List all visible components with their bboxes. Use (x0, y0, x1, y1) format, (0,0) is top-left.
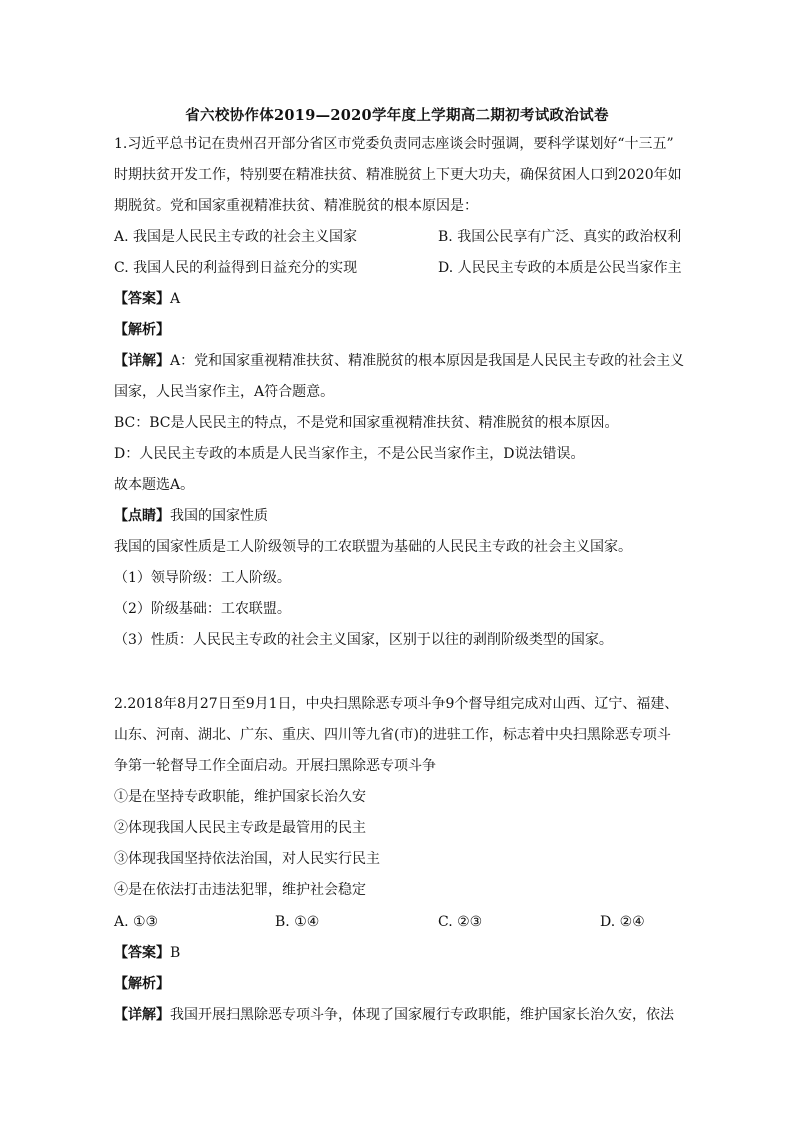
q1-detail-line: 故本题选A。 (114, 477, 195, 493)
q1-option-b: B. 我国公民享有广泛、真实的政治权利 (438, 229, 682, 245)
q2-item: ④是在依法打击违法犯罪，维护社会稳定 (114, 882, 366, 898)
answer-tag: 【答案】 (114, 945, 170, 961)
q1-answer (114, 289, 694, 309)
q1-tip-line: （2）阶级基础：工农联盟。 (114, 601, 291, 617)
q1-detail-line: BC：BC是人民民主的特点，不是党和国家重视精准扶贫、精准脱贫的根本原因。 (114, 415, 619, 431)
q2-item: ③体现我国坚持依法治国，对人民实行民主 (114, 851, 380, 867)
answer-tag: 【答案】 (114, 291, 170, 307)
q2-stem-line: 争第一轮督导工作全面启动。开展扫黑除恶专项斗争 (114, 758, 436, 774)
detail-tag: 【详解】 (114, 1007, 170, 1023)
tip-title: 我国的国家性质 (170, 508, 268, 524)
q1-detail-line (114, 351, 694, 371)
answer-value: B (170, 945, 181, 961)
q1-option-d: D. 人民民主专政的本质是公民当家作主 (438, 260, 682, 276)
q1-tip (114, 506, 694, 526)
q1-stem-line: 期脱贫。党和国家重视精准扶贫、精准脱贫的根本原因是： (114, 198, 478, 214)
detail-tag: 【详解】 (114, 353, 170, 369)
answer-value: A (170, 291, 181, 307)
q1-option-c: C. 我国人民的利益得到日益充分的实现 (114, 260, 358, 276)
q1-analysis-tag: 【解析】 (114, 322, 170, 338)
tip-tag: 【点睛】 (114, 508, 170, 524)
detail-text: A：党和国家重视精准扶贫、精准脱贫的根本原因是我国是人民民主专政的社会主义 (170, 353, 685, 369)
q2-item: ①是在坚持专政职能，维护国家长治久安 (114, 789, 366, 805)
q1-stem-line: 时期扶贫开发工作，特别要在精准扶贫、精准脱贫上下更大功夫，确保贫困人口到2020年如 (114, 167, 682, 183)
exam-title: 省六校协作体2019—2020学年度上学期高二期初考试政治试卷 (185, 107, 609, 124)
q2-stem-line: 2.2018年8月27日至9月1日，中央扫黑除恶专项斗争9个督导组完成对山西、辽宁、福建、 (114, 696, 679, 712)
q1-detail-line: 国家，人民当家作主，A符合题意。 (114, 384, 335, 400)
q1-stem-line: 1.习近平总书记在贵州召开部分省区市党委负责同志座谈会时强调，要科学谋划好“十三五” (114, 136, 674, 152)
q2-option-b: B. ①④ (275, 914, 320, 930)
q2-option-d: D. ②④ (600, 914, 645, 930)
q1-tip-line: （1）领导阶级：工人阶级。 (114, 570, 291, 586)
q2-option-a: A. ①③ (114, 914, 159, 930)
q1-tip-line: 我国的国家性质是工人阶级领导的工农联盟为基础的人民民主专政的社会主义国家。 (114, 539, 632, 555)
q1-detail-line: D：人民民主专政的本质是人民当家作主，不是公民当家作主，D说法错误。 (114, 446, 585, 462)
detail-text: 我国开展扫黑除恶专项斗争，体现了国家履行专政职能，维护国家长治久安，依法 (170, 1007, 674, 1023)
q2-item: ②体现我国人民民主专政是最管用的民主 (114, 820, 366, 836)
q2-stem-line: 山东、河南、湖北、广东、重庆、四川等九省(市)的进驻工作，标志着中央扫黑除恶专项斗 (114, 727, 671, 743)
q1-option-a: A. 我国是人民民主专政的社会主义国家 (114, 229, 358, 245)
q2-detail-line (114, 1005, 694, 1025)
q1-tip-line: （3）性质：人民民主专政的社会主义国家，区别于以往的剥削阶级类型的国家。 (114, 632, 613, 648)
q2-analysis-tag: 【解析】 (114, 976, 170, 992)
q2-option-c: C. ②③ (438, 914, 483, 930)
q2-answer (114, 943, 694, 963)
